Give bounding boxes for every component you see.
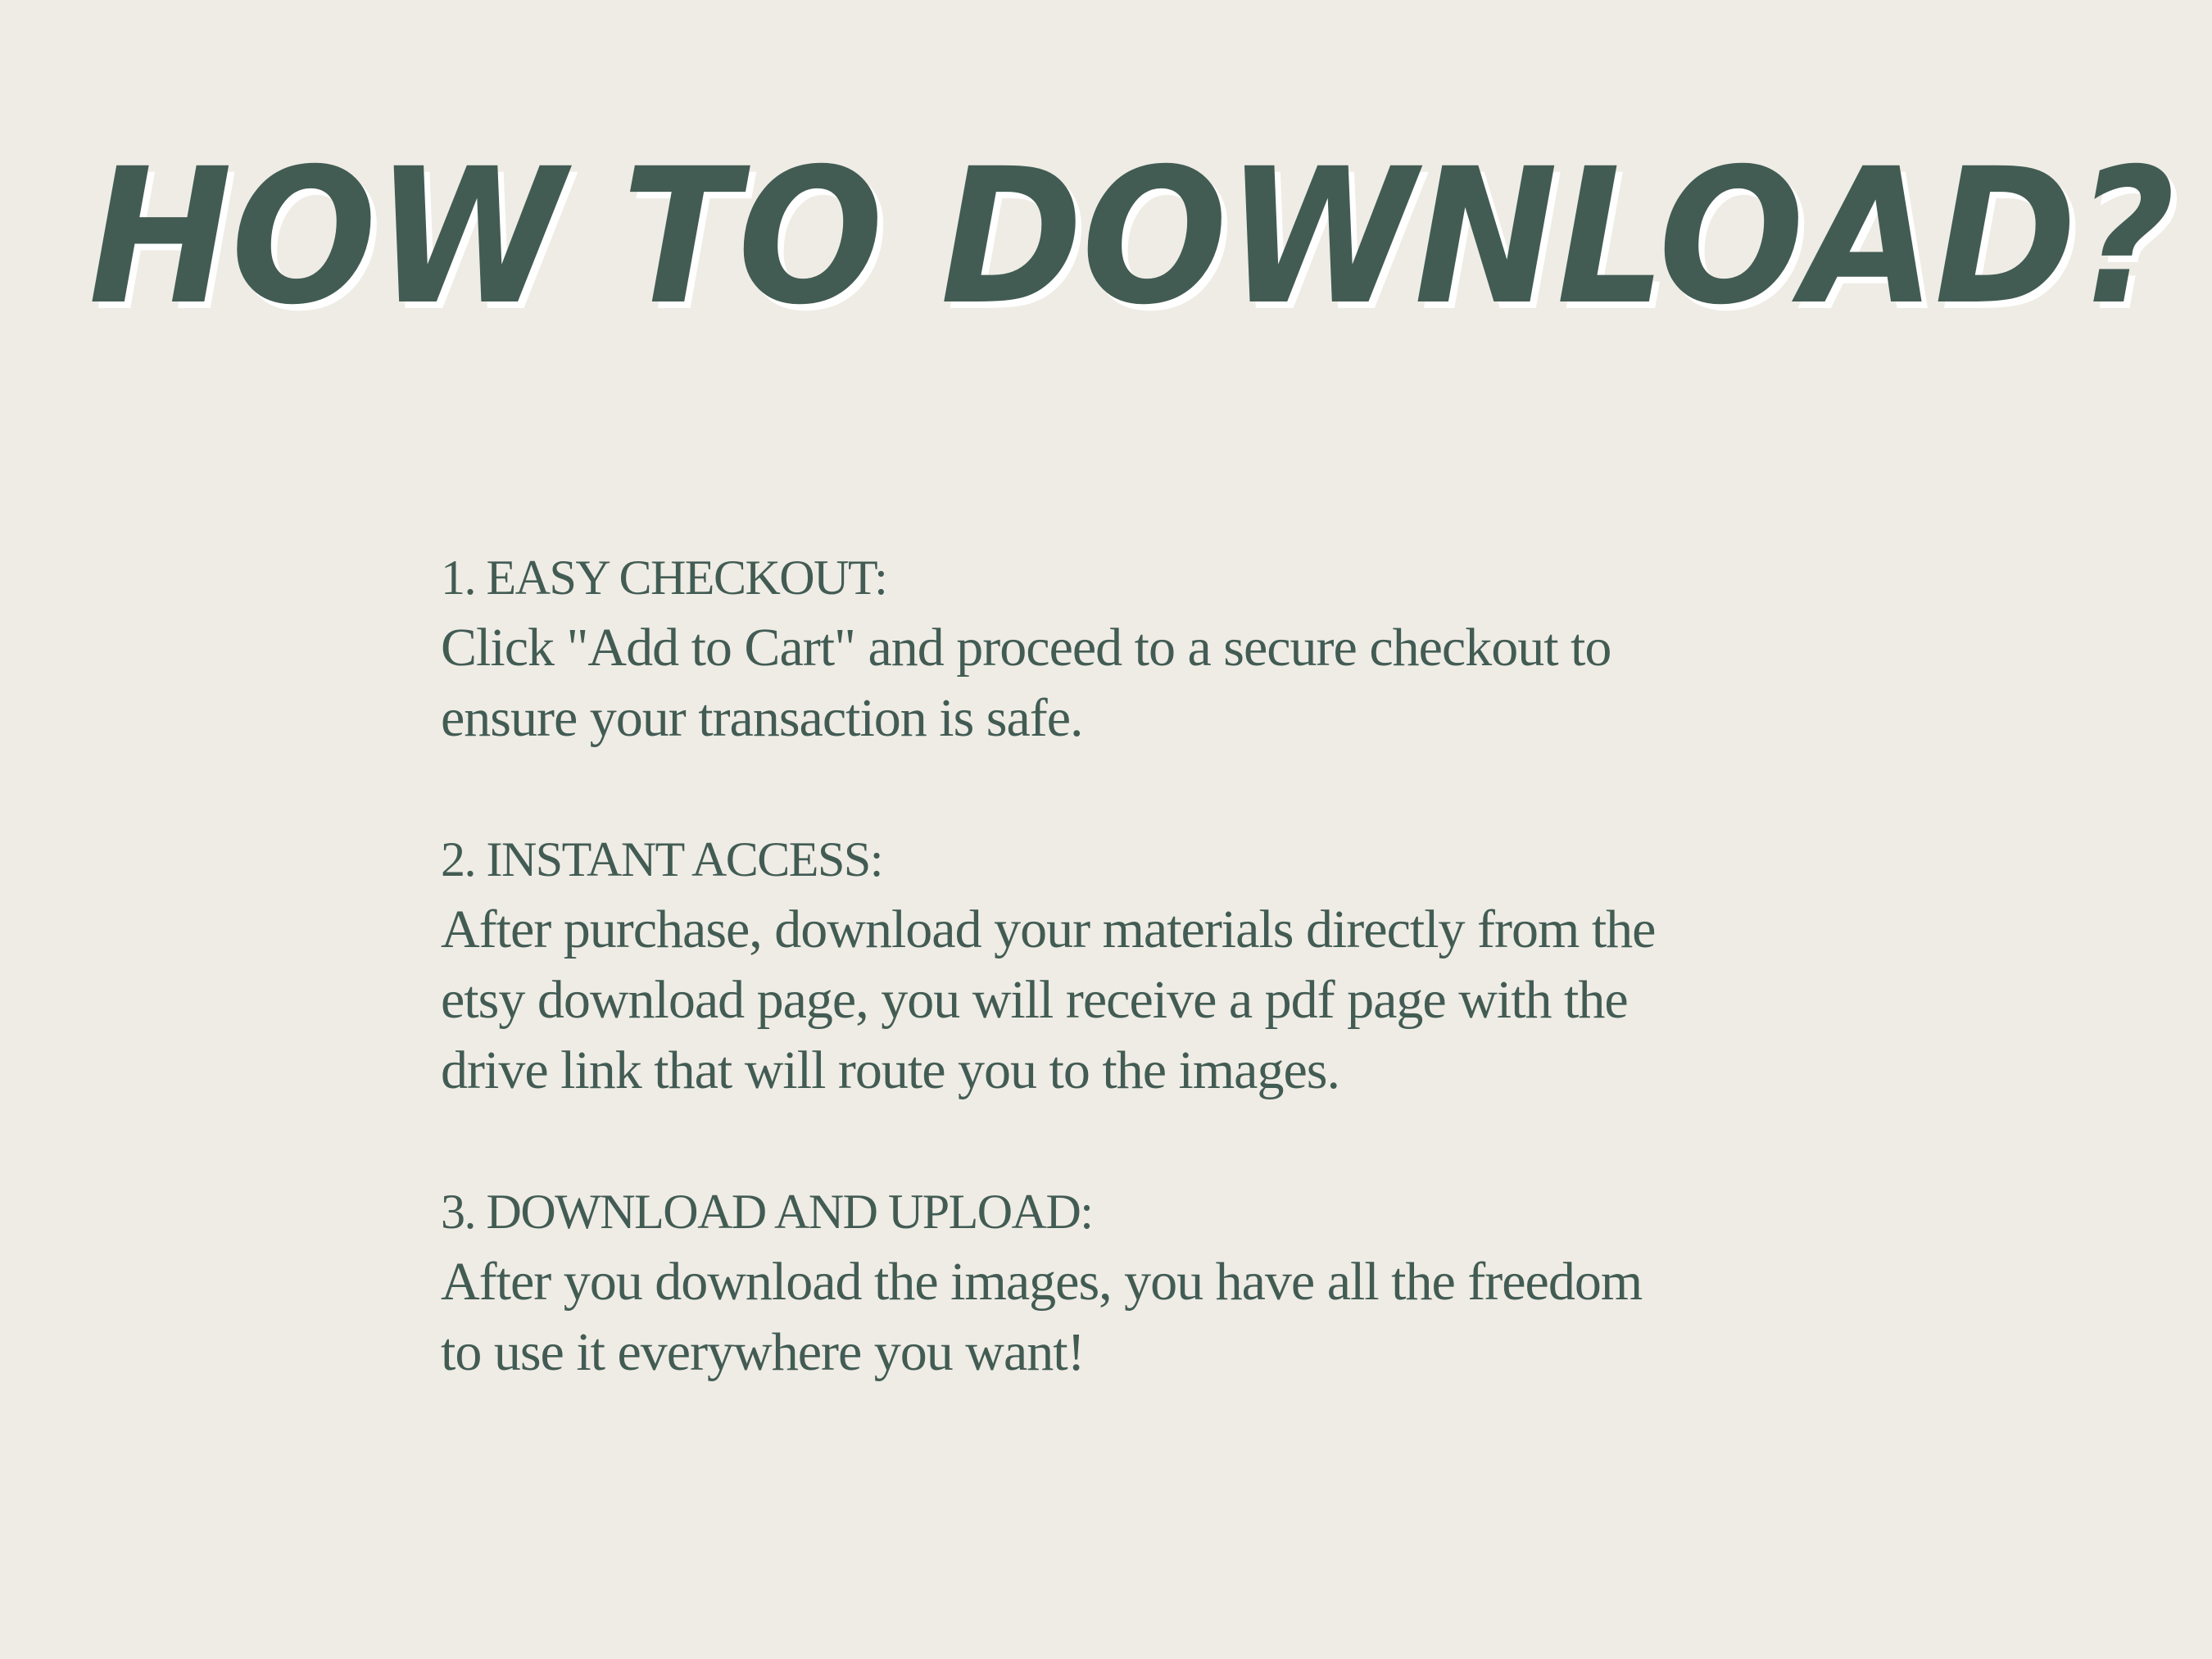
step-heading: 2. INSTANT ACCESS: — [441, 832, 882, 886]
step-heading: 1. EASY CHECKOUT: — [441, 551, 887, 605]
step-body: After you download the images, you have all the freedom to use it everywhere you want! — [441, 1252, 1643, 1382]
step-instant-access — [441, 824, 1834, 1106]
step-body: Click "Add to Cart" and proceed to a secure checkout to ensure your transaction is safe. — [441, 618, 1611, 748]
steps-list — [441, 542, 1834, 1458]
step-easy-checkout — [441, 542, 1834, 754]
step-heading: 3. DOWNLOAD AND UPLOAD: — [441, 1185, 1093, 1239]
step-body: After purchase, download your materials directly from the etsy download page, you will receive a pdf page with the drive link that will route you to the images. — [441, 900, 1656, 1100]
page-title: HOW TO DOWNLOAD? — [88, 128, 2174, 346]
step-download-and-upload — [441, 1176, 1834, 1388]
